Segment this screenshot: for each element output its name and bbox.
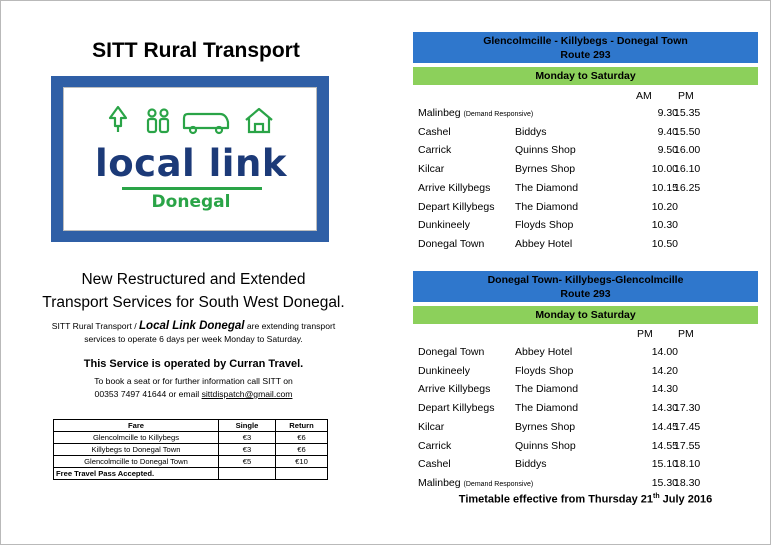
timetable-row <box>418 402 763 420</box>
time-col2: 16.10 <box>674 163 701 176</box>
stop-place: Biddys <box>515 125 547 138</box>
stop-label: Malinbeg <box>418 476 461 489</box>
stop-name: Dunkineely <box>418 364 470 377</box>
fare-single: €3 <box>219 444 276 456</box>
demand-responsive-note: (Demand Responsive) <box>463 111 534 118</box>
stop-name: Donegal Town <box>418 346 485 358</box>
time-col2: 15.35 <box>674 107 701 119</box>
fare-return: €6 <box>276 432 328 444</box>
stop-name: Carrick <box>418 144 452 157</box>
effective-prefix: Timetable effective from Thursday 21 <box>458 493 653 506</box>
stop-name: Cashel <box>418 458 451 471</box>
headline-line-1: New Restructured and Extended <box>81 271 306 288</box>
route2-number: Route 293 <box>560 288 611 300</box>
route1-days: Monday to Saturday <box>413 67 758 85</box>
local-link-logo <box>51 76 329 242</box>
stop-place: Floyds Shop <box>515 364 574 377</box>
time-col1: 9.50 <box>657 144 678 157</box>
timetable-row <box>418 182 763 200</box>
time-col2: 17.45 <box>674 420 701 433</box>
stop-place: The Diamond <box>515 200 579 213</box>
stop-place: Abbey Hotel <box>515 237 573 250</box>
operator-notice: This Service is operated by Curran Travel. <box>83 358 304 370</box>
stop-name: Kilcar <box>418 420 445 433</box>
time-col1: 14.20 <box>651 364 678 377</box>
time-col2: 18.10 <box>674 458 701 471</box>
stop-name: Cashel <box>418 125 451 138</box>
route2-days: Monday to Saturday <box>413 306 758 324</box>
booking-phone: 00353 7497 41644 or email <box>94 389 202 399</box>
timetable-row <box>418 238 763 256</box>
stop-place: Byrnes Shop <box>515 163 576 176</box>
time-col2: 16.00 <box>674 144 701 157</box>
stop-place: Byrnes Shop <box>515 420 576 433</box>
time-col2: 15.50 <box>674 125 701 138</box>
people-icon <box>148 110 168 133</box>
timetable-row <box>418 163 763 181</box>
booking-email-link[interactable]: sittdispatch@gmail.com <box>201 389 293 399</box>
stop-name: Depart Killybegs <box>418 402 495 415</box>
route1-col2-header: PM <box>678 90 694 102</box>
stop-place: The Diamond <box>515 402 579 415</box>
intro-text <box>31 320 356 345</box>
effective-suffix: July 2016 <box>659 493 713 506</box>
headline-line-2: Transport Services for South West Donegal. <box>42 294 345 311</box>
route1-title: Glencolmcille - Killybegs - Donegal Town <box>483 35 688 47</box>
time-col1: 9.30 <box>657 107 678 119</box>
free-travel-note: Free Travel Pass Accepted. <box>54 468 219 480</box>
stop-place: Floyds Shop <box>515 219 574 232</box>
route2-title: Donegal Town- Killybegs-Glencolmcille <box>487 274 684 286</box>
route2-col1-header: PM <box>637 328 653 340</box>
timetable-row <box>418 219 763 237</box>
route1-col1-header: AM <box>636 90 652 102</box>
timetable-row <box>418 421 763 439</box>
intro-suffix: are extending transport <box>244 321 336 331</box>
time-col1: 10.20 <box>651 200 678 213</box>
table-row <box>54 468 328 480</box>
time-col1: 10.50 <box>651 237 678 250</box>
timetable-row <box>418 365 763 383</box>
time-col1: 14.30 <box>651 383 678 396</box>
stop-name: Dunkineely <box>418 219 470 232</box>
table-row <box>54 444 328 456</box>
time-col2: 17.55 <box>674 439 701 452</box>
fare-single: €5 <box>219 456 276 468</box>
fare-table <box>53 419 328 480</box>
time-col1: 10.00 <box>651 163 678 176</box>
intro-brand: Local Link Donegal <box>139 320 245 332</box>
fare-route: Glencolmcille to Killybegs <box>54 432 219 444</box>
timetable-row <box>418 458 763 476</box>
timetable-row <box>418 383 763 401</box>
time-col1: 15.30 <box>651 476 678 489</box>
booking-line-1: To book a seat or for further information call SITT on <box>94 376 293 386</box>
route1-title-bar <box>413 32 758 63</box>
stop-place: The Diamond <box>515 383 579 396</box>
time-col1: 14.00 <box>651 346 678 358</box>
stop-place: The Diamond <box>515 181 579 194</box>
fare-header-row <box>54 420 328 432</box>
house-icon <box>246 109 272 132</box>
table-row <box>54 432 328 444</box>
stop-name <box>418 477 533 489</box>
logo-underline <box>122 187 262 190</box>
stop-name: Arrive Killybegs <box>418 181 491 194</box>
time-col2: 16.25 <box>674 181 701 194</box>
timetable-row <box>418 440 763 458</box>
time-col1: 10.15 <box>651 181 678 194</box>
stop-place: Quinns Shop <box>515 144 576 157</box>
stop-name: Donegal Town <box>418 237 485 250</box>
intro-prefix: SITT Rural Transport / <box>51 321 140 331</box>
stop-place: Quinns Shop <box>515 439 576 452</box>
fare-return: €6 <box>276 444 328 456</box>
route2-title-bar <box>413 271 758 302</box>
fare-route: Glencolmcille to Donegal Town <box>54 456 219 468</box>
timetable-row <box>418 201 763 219</box>
time-col2: 18.30 <box>674 476 701 489</box>
time-col1: 14.30 <box>651 402 678 415</box>
fare-single: €3 <box>219 432 276 444</box>
intro-line-2: services to operate 6 days per week Monday to Saturday. <box>84 333 303 344</box>
stop-name: Arrive Killybegs <box>418 383 491 396</box>
timetable-row <box>418 144 763 162</box>
bus-icon <box>184 114 228 133</box>
return-header: Return <box>276 420 328 432</box>
tree-icon <box>110 107 126 132</box>
stop-label: Malinbeg <box>418 107 461 119</box>
empty-cell <box>219 468 276 480</box>
route1-number: Route 293 <box>560 49 611 61</box>
time-col1: 14.45 <box>651 420 678 433</box>
fare-return: €10 <box>276 456 328 468</box>
fare-route: Killybegs to Donegal Town <box>54 444 219 456</box>
timetable-row <box>418 126 763 144</box>
route2-col2-header: PM <box>678 328 694 340</box>
booking-info <box>31 375 356 401</box>
stop-place: Abbey Hotel <box>515 346 573 358</box>
time-col2: 17.30 <box>674 402 701 415</box>
effective-ordinal: th <box>653 493 660 500</box>
stop-place: Biddys <box>515 458 547 471</box>
stop-name: Kilcar <box>418 163 445 176</box>
time-col1: 9.40 <box>657 125 678 138</box>
page-title: SITT Rural Transport <box>92 39 300 62</box>
effective-date <box>413 493 758 506</box>
timetable-row <box>418 107 763 125</box>
logo-county: Donegal <box>151 192 231 212</box>
stop-name <box>418 107 533 119</box>
demand-responsive-note: (Demand Responsive) <box>463 480 534 488</box>
fare-header: Fare <box>54 420 219 432</box>
single-header: Single <box>219 420 276 432</box>
table-row <box>54 456 328 468</box>
empty-cell <box>276 468 328 480</box>
stop-name: Depart Killybegs <box>418 200 495 213</box>
time-col1: 14.55 <box>651 439 678 452</box>
time-col1: 10.30 <box>651 219 678 232</box>
stop-name: Carrick <box>418 439 452 452</box>
logo-icons <box>108 104 283 140</box>
timetable-row <box>418 346 763 364</box>
time-col1: 15.10 <box>651 458 678 471</box>
logo-panel <box>63 87 317 231</box>
logo-wordmark: local link <box>95 142 287 185</box>
